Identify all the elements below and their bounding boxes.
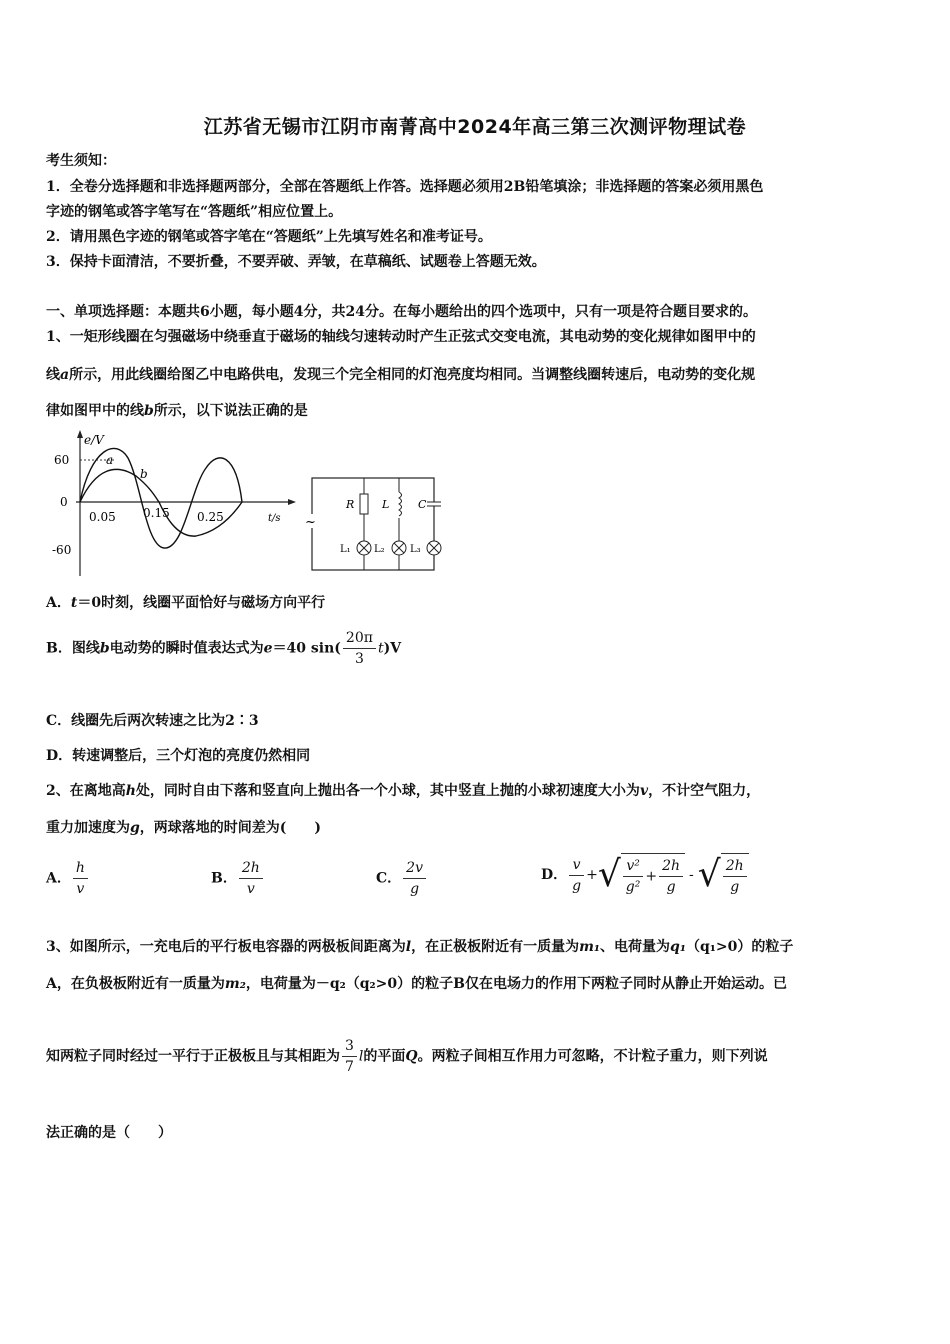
svg-text:C: C xyxy=(418,498,427,511)
curve-b xyxy=(80,469,242,536)
lamp-L2 xyxy=(392,541,406,555)
curve-a xyxy=(80,448,242,548)
q1-stem-line1: 1、一矩形线圈在匀强磁场中绕垂直于磁场的轴线匀速转动时产生正弦式交变电流，其电动势的变化规律如图甲中的 xyxy=(46,329,756,345)
resistor-R xyxy=(360,494,368,514)
q2-option-d: D． $\frac{v}{g}$ +√ $\frac{\text{v²}}{\text{g²}}$ + $\frac{2h}{g}$ - √ $\frac{2h}{g}$ xyxy=(541,853,749,897)
q2-option-b: B． $\frac{2h}{v}$ xyxy=(211,858,265,899)
graph-y-tick-0: 0 xyxy=(60,495,68,509)
q2-stem-line1: 2、在离地高h处，同时自由下落和竖直向上抛出各一个小球，其中竖直上抛的小球初速度大小为v，不计空气阻力， xyxy=(46,783,761,799)
q1-stem-line2: 线a所示，用此线圈给图乙中电路供电，发现三个完全相同的灯泡亮度均相同。当调整线圈转速后，电动势的变化规 xyxy=(46,367,756,383)
svg-text:L₁: L₁ xyxy=(340,544,351,555)
q1-option-a: A．t＝0时刻，线圈平面恰好与磁场方向平行 xyxy=(46,595,326,611)
svg-text:L₃: L₃ xyxy=(410,544,421,555)
graph-x-tick-015: 0.15 xyxy=(143,506,170,520)
lamp-L1 xyxy=(357,541,371,555)
notice-item-3: 3．保持卡面清洁，不要折叠，不要弄破、弄皱，在草稿纸、试题卷上答题无效。 xyxy=(46,254,546,270)
q2-stem-line2: 重力加速度为g，两球落地的时间差为( ) xyxy=(46,820,322,836)
graph-y-tick-neg60: -60 xyxy=(52,543,72,557)
graph-y-tick-60: 60 xyxy=(54,453,70,467)
svg-text:L₂: L₂ xyxy=(374,544,385,555)
curve-a-label: a xyxy=(106,453,114,467)
q1-option-b: B．图线b电动势的瞬时值表达式为e＝40 sin( $\frac{20\pi}{3}$ t)V xyxy=(46,630,402,667)
notice-item-1-cont: 字迹的钢笔或答字笔写在“答题纸”相应位置上。 xyxy=(46,204,343,220)
graph-x-tick-005: 0.05 xyxy=(89,510,116,524)
graph-y-label: e/V xyxy=(84,433,104,447)
svg-text:L: L xyxy=(382,498,390,511)
graph-x-tick-025: 0.25 xyxy=(197,510,224,524)
q1-stem-line3: 律如图甲中的线b所示，以下说法正确的是 xyxy=(46,403,308,419)
q2-option-c: C． $\frac{2v}{g}$ xyxy=(376,858,428,899)
ac-source: ~ xyxy=(305,515,316,530)
notice-item-2: 2．请用黑色字迹的钢笔或答字笔在“答题纸”上先填写姓名和准考证号。 xyxy=(46,229,492,245)
circuit-diagram xyxy=(302,472,450,576)
q2-option-a: A． $\frac{h}{v}$ xyxy=(46,858,90,899)
q3-line3: 知两粒子同时经过一平行于正极板且与其相距为 $\frac{3}{7}$ l的平面Q。两粒子间相互作用力可忽略，不计粒子重力，则下列说 xyxy=(46,1038,768,1075)
q3-line1: 3、如图所示，一充电后的平行板电容器的两极板间距离为l，在正极板附近有一质量为m₁、电荷量为q₁（q₁>0）的粒子 xyxy=(46,939,794,955)
section-heading: 一、单项选择题：本题共6小题，每小题4分，共24分。在每小题给出的四个选项中，只有一项是符合题目要求的。 xyxy=(46,304,757,320)
q1-option-c: C．线圈先后两次转速之比为2∶3 xyxy=(46,713,259,729)
notice-heading: 考生须知： xyxy=(46,153,116,169)
q3-line4: 法正确的是（ ） xyxy=(46,1125,172,1141)
graph-x-label: t/s xyxy=(268,513,281,524)
svg-text:R: R xyxy=(346,498,355,511)
emf-graph xyxy=(46,428,301,578)
curve-b-label: b xyxy=(140,467,148,481)
page-title: 江苏省无锡市江阴市南菁高中2024年高三第三次测评物理试卷 xyxy=(203,116,747,138)
q1-option-d: D．转速调整后，三个灯泡的亮度仍然相同 xyxy=(46,748,311,764)
notice-item-1: 1．全卷分选择题和非选择题两部分，全部在答题纸上作答。选择题必须用2B铅笔填涂；非选择题的答案必须用黑色 xyxy=(46,179,764,195)
lamp-L3 xyxy=(427,541,441,555)
q3-line2: A，在负极板附近有一质量为m₂，电荷量为－q₂（q₂>0）的粒子B仅在电场力的作用下两粒子同时从静止开始运动。已 xyxy=(46,976,787,992)
